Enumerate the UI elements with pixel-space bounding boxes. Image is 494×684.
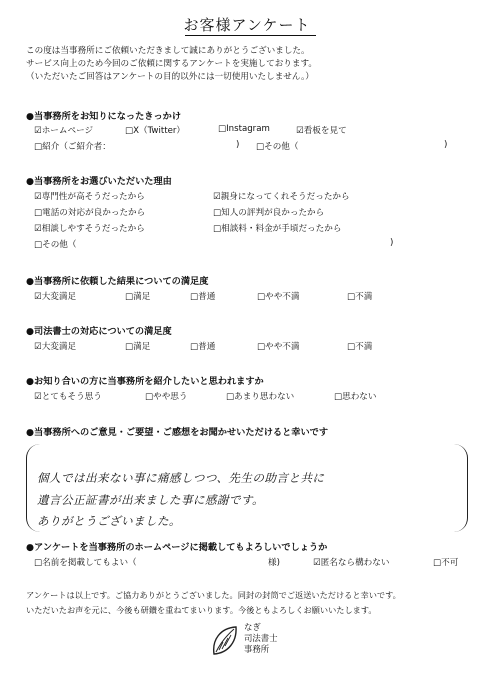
q1-option-referral[interactable]: □紹介（ご紹介者： bbox=[34, 142, 111, 152]
q3-option-satisfied[interactable]: □満足 bbox=[125, 292, 151, 302]
q2-option-caring[interactable]: ☑親身になってくれそうだったから bbox=[213, 192, 350, 202]
q5-option-strongly-agree[interactable]: ☑とてもそう思う bbox=[34, 392, 102, 402]
question-3-label: ● 当事務所に依頼した結果についての満足度 bbox=[26, 273, 208, 287]
q2-option-expertise[interactable]: ☑専門性が高そうだったから bbox=[34, 192, 145, 202]
q3-option-very-satisfied[interactable]: ☑大変満足 bbox=[34, 292, 77, 302]
q1-option-instagram[interactable]: □Instagram bbox=[218, 124, 270, 134]
question-2-label: ● 当事務所をお選びいただいた理由 bbox=[26, 173, 172, 187]
q1-option-other[interactable]: □その他（ bbox=[256, 142, 299, 152]
q5-option-somewhat-agree[interactable]: □やや思う bbox=[145, 392, 188, 402]
footer-line-1: アンケートは以上です。ご協力ありがとうございました。同封の封筒でご返送いただけると幸いです。 bbox=[26, 590, 401, 600]
q2-option-approachable[interactable]: ☑相談しやすそうだったから bbox=[34, 224, 145, 234]
q2-option-reputation[interactable]: □知人の評判が良かったから bbox=[213, 208, 325, 218]
q3-option-somewhat-dissatisfied[interactable]: □やや不満 bbox=[257, 292, 300, 302]
logo-text-3: 事務所 bbox=[244, 644, 270, 654]
q4-option-very-satisfied[interactable]: ☑大変満足 bbox=[34, 342, 77, 352]
page-title: お客様アンケート bbox=[183, 16, 311, 34]
q4-option-dissatisfied[interactable]: □不満 bbox=[347, 342, 373, 352]
q2-option-other[interactable]: □その他（ bbox=[34, 240, 77, 250]
q4-option-somewhat-dissatisfied[interactable]: □やや不満 bbox=[257, 342, 300, 352]
q1-option-twitter[interactable]: □X（Twitter） bbox=[125, 126, 185, 136]
title-underline bbox=[185, 35, 316, 36]
q3-option-neutral[interactable]: □普通 bbox=[190, 292, 216, 302]
logo-text-2: 司法書士 bbox=[244, 633, 278, 643]
q2-other-close-paren: ) bbox=[390, 238, 394, 248]
intro-line-3: （いただいたご回答はアンケートの目的以外には一切使用いたしません。） bbox=[26, 72, 314, 82]
question-6-label: ● 当事務所へのご意見・ご要望・ご感想をお聞かせいただけると幸いです bbox=[26, 424, 328, 438]
q1-option-homepage[interactable]: ☑ホームページ bbox=[34, 126, 94, 136]
question-5-label: ● お知り合いの方に当事務所を紹介したいと思われますか bbox=[26, 373, 264, 387]
handwritten-comment-line-1: 個人では出来ない事に痛感しつつ、先生の助言と共に bbox=[37, 471, 325, 485]
q7-name-suffix: 様) bbox=[268, 558, 280, 568]
q1-option-signboard[interactable]: ☑看板を見て bbox=[296, 126, 347, 136]
q2-option-phone[interactable]: □電話の対応が良かったから bbox=[34, 208, 146, 218]
intro-line-1: この度は当事務所にご依頼いただきまして誠にありがとうございました。 bbox=[26, 46, 310, 56]
q4-option-neutral[interactable]: □普通 bbox=[190, 342, 216, 352]
question-4-label: ● 司法書士の対応についての満足度 bbox=[26, 323, 172, 337]
q5-option-not-really[interactable]: □あまり思わない bbox=[226, 392, 295, 402]
q3-option-dissatisfied[interactable]: □不満 bbox=[347, 292, 373, 302]
logo-text-1: なぎ bbox=[244, 622, 261, 632]
footer-line-2: いただいたお声を元に、今後も研鑽を重ねてまいります。今後ともよろしくお願いいたします。 bbox=[26, 605, 377, 615]
question-1-label: ● 当事務所をお知りになったきっかけ bbox=[26, 108, 181, 122]
q1-other-close-paren: ) bbox=[444, 140, 448, 150]
intro-line-2: サービス向上のため今回のご依頼に関するアンケートを実施しております。 bbox=[26, 59, 317, 69]
question-7-label: ● アンケートを当事務所のホームページに掲載してもよろしいでしょうか bbox=[26, 539, 327, 553]
handwritten-comment-line-2: 遺言公正証書が出来ました事に感謝です。 bbox=[37, 493, 264, 507]
q7-option-name-ok[interactable]: □名前を掲載してもよい（ bbox=[34, 558, 137, 568]
handwritten-comment-line-3: ありがとうございました。 bbox=[37, 514, 181, 528]
q7-option-anonymous-ok[interactable]: ☑匿名なら構わない bbox=[313, 558, 390, 568]
q2-option-price[interactable]: □相談料・料金が手頃だったから bbox=[213, 224, 342, 234]
q5-option-disagree[interactable]: □思わない bbox=[334, 392, 377, 402]
q1-referral-close-paren: ) bbox=[236, 140, 240, 150]
q4-option-satisfied[interactable]: □満足 bbox=[125, 342, 151, 352]
q7-option-not-allowed[interactable]: □不可 bbox=[433, 558, 459, 568]
leaf-logo-icon bbox=[210, 624, 240, 658]
